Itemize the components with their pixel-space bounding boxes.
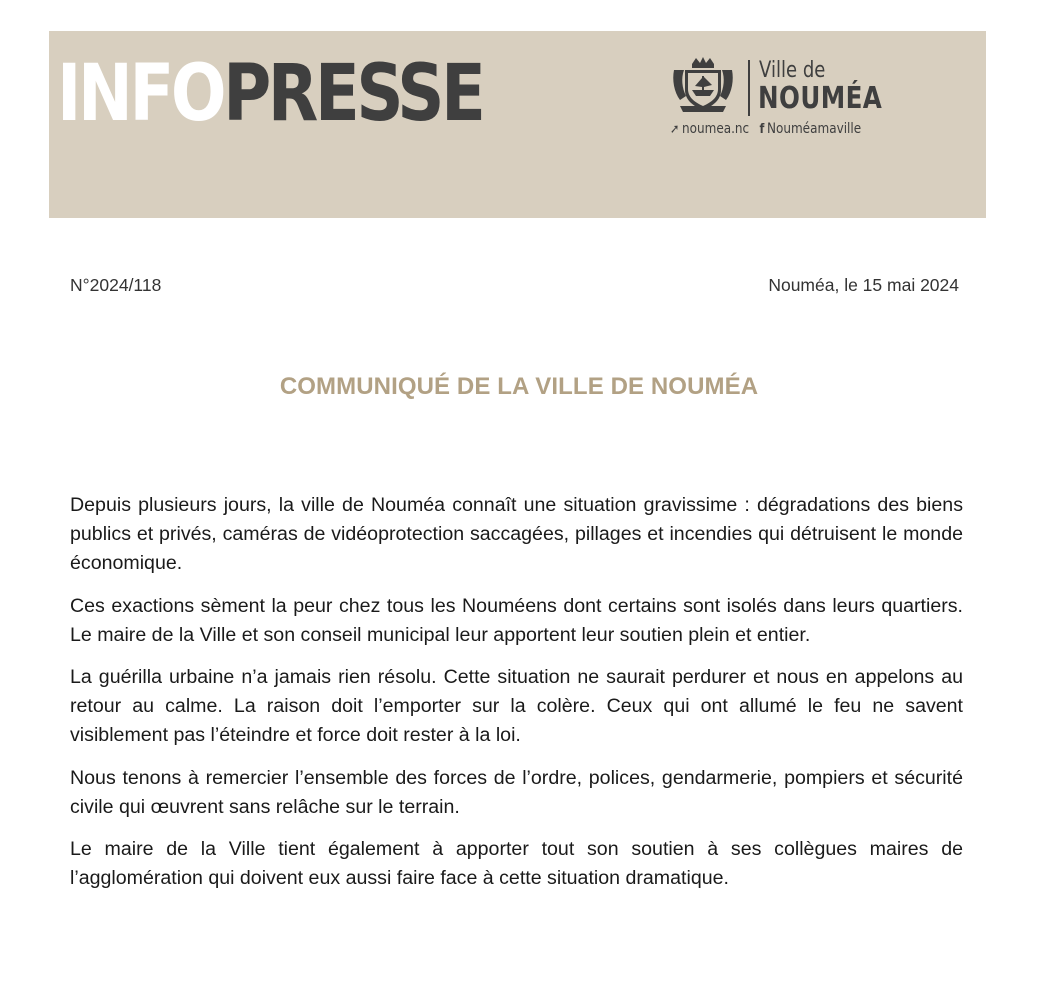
document-body [70, 491, 963, 906]
brand-info-text: INFO [57, 49, 224, 139]
logo-noumea: NOUMÉA [758, 81, 883, 116]
body-paragraph: Nous tenons à remercier l’ensemble des forces de l’ordre, polices, gendarmerie, pompiers et sécurité civile qui œuvrent sans relâche sur le terrain. [70, 766, 963, 818]
send-arrow-icon: ➚ [670, 121, 680, 137]
press-release-number: N°2024/118 [70, 275, 162, 295]
body-paragraph: Le maire de la Ville tient également à apporter tout son soutien à ses collègues maires de l’agglomération qui doivent eux aussi faire face à cette situation dramatique. [70, 838, 963, 890]
body-paragraph: La guérilla urbaine n’a jamais rien résolu. Cette situation ne saurait perdurer et nous en appelons au retour au calme. La raison doit l’emporter sur la colère. Ceux qui ont allumé le feu ne savent visiblement pas l’éteindre et force doit rester à la loi. [70, 666, 963, 747]
press-release-date: Nouméa, le 15 mai 2024 [768, 275, 959, 295]
logo-links [670, 121, 861, 137]
website-link[interactable]: noumea.nc [681, 121, 750, 137]
info-presse-brand [57, 49, 483, 139]
document-title: COMMUNIQUÉ DE LA VILLE DE NOUMÉA [279, 373, 759, 400]
facebook-link[interactable]: Nouméamaville [766, 121, 862, 137]
city-crest-icon [670, 56, 736, 116]
body-paragraph: Ces exactions sèment la peur chez tous les Nouméens dont certains sont isolés dans leurs quartiers. Le maire de la Ville et son conseil municipal leur apportent leur soutien plein et entier. [70, 594, 963, 646]
brand-presse-text: PRESSE [223, 49, 483, 139]
logo-divider [748, 60, 750, 116]
logo-ville-de: Ville de [759, 58, 826, 83]
body-paragraph: Depuis plusieurs jours, la ville de Nouméa connaît une situation gravissime : dégradations des biens publics et privés, caméras de vidéoprotection saccagées, pillages et incendies qui détruisent le monde économique. [70, 494, 963, 575]
ville-de-noumea-logo [670, 56, 910, 140]
facebook-icon: f [759, 121, 765, 137]
